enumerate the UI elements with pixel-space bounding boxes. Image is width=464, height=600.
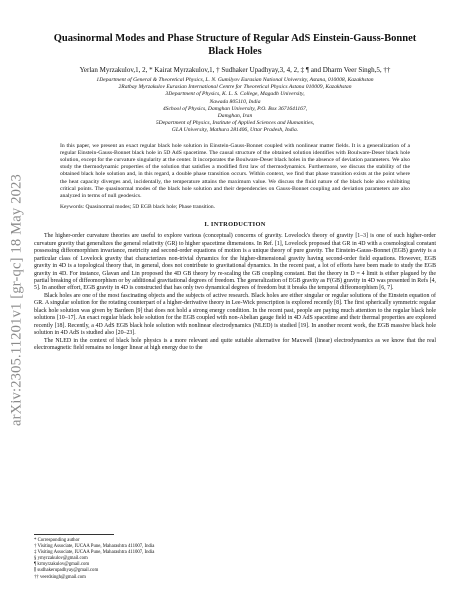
author-list: Yerlan Myrzakulov,1, 2, * Kairat Myrzakulov,1, † Sudhaker Upadhyay,3, 4, 2, ‡ ¶ and Dharm Veer Singh,5, ††: [79, 66, 391, 74]
arxiv-id-text: arXiv:2305.11201v1 [gr-qc] 18 May 2023: [8, 173, 25, 427]
footnote: ∥ sudhakerupadhyay@gmail.com: [34, 568, 99, 574]
footnote: § ymyrzakulov@gmail.com: [34, 556, 88, 562]
body-paragraph: The NLED in the context of black hole physics is a more relevant and quite suitable alternative for Maxwell (linear) electrodynamics as we know that the real electromagnetic field remains no longer linear at high energy due to the: [34, 337, 436, 352]
arxiv-identifier: [6, 150, 28, 450]
section-heading: I. INTRODUCTION: [204, 221, 266, 229]
body-paragraph: Black holes are one of the most fascinating objects and the subjects of active research. Black holes are either singular or regular solutions of the Einstein equation of GR. A singular solution for the rotating counterpart of a higher-derivative theory in Lee-Wick prescription is explored recently [8]. The first spherically symmetric regular black hole solution was given by Bardeen [9] that does not hold a strong energy condition. In the recent past, people are paying much attention to the regular black hole solutions [10–17]. An exact regular black hole solution for the EGB coupled with non-Abelian gauge field in 4D AdS spacetime and their thermal properties are explored recently [18]. Recently, a 4D AdS EGB black hole solution with nonlinear electrodynamics (NLED) is studied [19]. In another recent work, the EGB massive black hole solution in 4D AdS is studied also [20–23].: [34, 292, 436, 337]
introduction-body: [34, 233, 436, 352]
affiliation-line: Damghan, Iran: [217, 113, 253, 120]
affiliation-line: 1Department of General & Theoretical Physics, L. N. Gumilyov Eurasian National University, Astana, 010008, Kazakhstan: [96, 77, 374, 83]
affiliation-line: Nawada 805110, India: [209, 98, 261, 105]
abstract: In this paper, we present an exact regular black hole solution in Einstein-Gauss-Bonnet coupled with nonlinear matter fields. It is a generalization of a regular Einstein-Gauss-Bonnet black hole in 5D AdS spacetime. The causal structure of the obtained solution identifies with Boulware-Deser black hole solution, except for the curvature singularity at the center. It incorporates the Boulware-Deser black holes in the absence of deviation parameters. We also study the thermodynamic properties of the solution that satisfies a modified first law of thermodynamics. Furthermore, we discuss the stability of the obtained black hole solution and, in this regard, a double phase transition occurs. Within context, we find that phase transition exists at the point where the heat capacity diverges and, incidentally, the temperature attains the maximum value. We discuss the fluid nature of the black hole also exhibiting critical points. The quasinormal modes of the black hole solution and their dependencies on Gauss-Bonnet coupling and deviation parameters are also analyzed in terms of null geodesics.: [60, 142, 410, 200]
footnote-divider: [34, 534, 114, 535]
footnote: ¶ krmyrzakulov@gmail.com: [34, 562, 90, 568]
paper-page: [34, 32, 436, 353]
footnotes: [34, 534, 436, 581]
paper-title: Quasinormal Modes and Phase Structure of Regular AdS Einstein-Gauss-Bonnet Black Holes: [53, 33, 417, 57]
footnote: †† veerdsingh@gmail.com: [34, 574, 86, 580]
affiliation-line: 2Ratbay Myrzakulov Eurasian International Centre for Theoretical Physics Astana 010009, Kazakhstan: [118, 84, 352, 91]
affiliation-line: 4School of Physics, Damghan University, P.O. Box 3671641167,: [162, 105, 308, 112]
footnote: * Corresponding author: [34, 538, 80, 543]
footnote: ‡ Visiting Associate, IUCAA Pune, Maharashtra 411007, India: [34, 550, 155, 556]
affiliation-line: GLA University, Mathura 281406, Uttar Pradesh, India.: [171, 127, 299, 134]
affiliation-line: 3Department of Physics, K. L. S. College, Magadh University,: [165, 91, 305, 98]
footnote: † Visiting Associate, IUCAA Pune, Maharashtra 411007, India: [34, 544, 155, 550]
body-paragraph: The higher-order curvature theories are useful to explore various (conceptual) concerns of gravity. Lovelock's theory of gravity [1–3] is one of such higher-order curvature gravity that generalizes the general relativity (GR) to higher spacetime dimensions. In Ref. [1], Lovelock proposed that GR in 4D with a cosmological constant possessing diffeomorphism invariance, metricity and second-order equations of motion is a unique theory of pure gravity. The Einstein-Gauss-Bonnet (EGB) gravity is a particular class of Lovelock gravity that characterizes non-trivial dynamics for the higher-dimensional gravity having second-order field equations. However, EGB gravity in 4D is a topological theory that, in general, does not contribute to gravitational dynamics. In the recent past, a lot of efforts have been made to study the EGB gravity in 4D. For instance, Glavan and Lin proposed the 4D GB theory by re-scaling the GB coupling constant. But the theory in D = 4 limit is either plagued by the partial breaking of diffeomorphism or by additional gravitational degrees of freedom. The generalization of EGB gravity as F(GB) gravity in 4D was presented in Refs [4, 5]. In another effort, EGB gravity in 4D is constructed that has only two dynamical degrees of freedom but it breaks the temporal diffeomorphism [6, 7].: [34, 233, 436, 292]
keywords: Keywords: Quasinormal modes; 5D EGB black hole; Phase transition.: [60, 204, 216, 211]
affiliations: [34, 77, 436, 135]
affiliation-line: 5Department of Physics, Institute of Applied Sciences and Humanities,: [155, 120, 315, 127]
